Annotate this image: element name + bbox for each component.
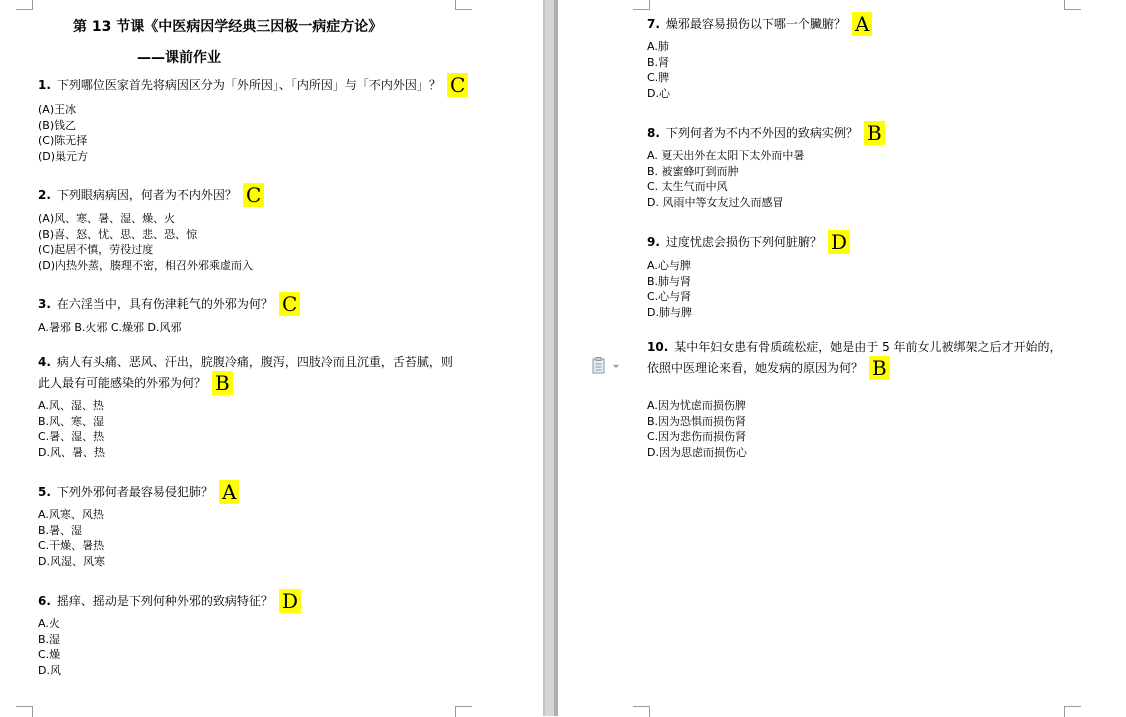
options-10 [647,398,747,460]
question-3 [38,292,300,316]
document-page-left [0,0,543,716]
question-1 [38,73,468,97]
crop-mark [455,706,472,717]
option: C.脾 [647,71,670,84]
question-number: 1. [38,78,51,92]
question-text: 此人最有可能感染的外邪为何？ [38,376,207,390]
question-7 [647,12,872,36]
options-7 [647,39,670,101]
options-4 [38,398,105,460]
option: C.心与肾 [647,290,692,303]
option: (A)王冰 [38,103,77,116]
crop-mark [16,706,33,717]
crop-mark [455,0,472,10]
question-10-continued [647,356,890,380]
option: A.因为忧虑而损伤脾 [647,399,746,412]
option: A.肺 [647,40,669,53]
option: (D)内热外蒸，腠理不密，相召外邪乘虚而入 [38,258,254,272]
option: A.心与脾 [647,259,691,272]
question-2 [38,183,264,207]
option: D.因为思虑而损伤心 [647,445,747,459]
question-number: 2. [38,188,51,202]
answer-highlight: B [864,121,885,145]
answer-highlight: A [852,12,872,36]
option: B. 被蜜蜂叮到而肿 [647,164,739,178]
question-9 [647,230,850,254]
options-2 [38,211,253,273]
option: B.肾 [647,55,670,69]
crop-mark [633,0,650,10]
question-text: 某中年妇女患有骨质疏松症，她是由于 5 年前女儿被绑架之后才开始的， [674,339,1062,354]
answer-highlight: B [869,356,890,380]
option: A. 夏天出外在太阳下太外而中暑 [647,149,805,162]
question-5 [38,480,239,504]
option: D.风湿、风寒 [38,554,105,568]
question-text: 摇痒、摇动是下列何种外邪的致病特征？ [56,594,273,608]
option: A.风寒、风热 [38,508,104,521]
crop-mark [1064,0,1081,10]
options-6 [38,616,61,678]
question-number: 10. [647,339,669,354]
question-text: 过度忧虑会损伤下列何脏腑？ [665,235,822,249]
option: C.暑、湿、热 [38,430,105,443]
answer-highlight: D [279,589,301,613]
answer-highlight: C [279,292,300,316]
option: A.暑邪 B.火邪 C.燥邪 D.风邪 [38,321,182,334]
option: D. 风雨中等女友过久而感冒 [647,195,784,209]
answer-highlight: A [219,480,239,504]
question-text: 下列外邪何者最容易侵犯肺？ [56,485,213,499]
question-number: 8. [647,126,660,140]
question-number: 7. [647,17,660,31]
option: B.湿 [38,632,61,646]
options-9 [647,258,692,320]
answer-highlight: C [447,73,468,97]
options-3 [38,320,182,336]
question-text: 下列眼病病因，何者为不内外因？ [56,188,237,202]
question-10 [647,336,1062,355]
option: B.暑、湿 [38,523,83,537]
option: D.心 [647,86,670,100]
option: C.因为悲伤而损伤肾 [647,430,747,443]
question-4-continued [38,371,233,395]
option: (A)风、寒、暑、湿、燥、火 [38,212,176,225]
option: (C)起居不慎，劳役过度 [38,243,154,256]
crop-mark [16,0,33,10]
option: C. 太生气而中风 [647,180,728,193]
option: D.风 [38,663,61,677]
question-text: 在六淫当中，具有伤津耗气的外邪为何？ [56,297,273,311]
option: C.燥 [38,648,61,661]
question-number: 9. [647,235,660,249]
question-8 [647,121,885,145]
option: B.肺与肾 [647,274,692,288]
question-number: 5. [38,485,51,499]
option: (B)钱乙 [38,118,77,132]
option: C.干燥、暑热 [38,539,105,552]
crop-mark [1064,706,1081,717]
question-text: 病人有头痛、恶风、汗出，脘腹冷痛，腹泻，四肢冷而且沉重，舌苔腻，则 [56,354,453,369]
question-text: 下列哪位医家首先将病因区分为「外所因」、「内所因」与「不内外因」？ [56,78,441,92]
options-8 [647,148,804,210]
document-subtitle: ——课前作业 [137,50,221,66]
question-text: 燥邪最容易损伤以下哪一个臟腑？ [665,17,846,31]
document-page-right [558,0,1126,716]
options-5 [38,507,105,569]
option: D.肺与脾 [647,305,692,319]
option: (C)陈无择 [38,134,88,147]
gutter-edge [543,0,545,716]
option: (D)巢元方 [38,149,89,163]
question-text: 依照中医理论来看，她发病的原因为何？ [647,361,864,375]
crop-mark [633,706,650,717]
options-1 [38,102,88,164]
answer-highlight: D [828,230,850,254]
option: (B)喜、怒、忧、思、悲、恐、惊 [38,227,198,241]
page-gutter [543,0,558,716]
document-title: 第 13 节课《中医病因学经典三因极一病症方论》 [73,19,383,35]
option: B.风、寒、湿 [38,414,105,428]
question-number: 6. [38,594,51,608]
question-number: 3. [38,297,51,311]
question-4 [38,351,453,370]
question-6 [38,589,301,613]
answer-highlight: B [212,371,233,395]
answer-highlight: C [243,183,264,207]
paste-options-icon[interactable] [592,357,620,375]
question-text: 下列何者为不内不外因的致病实例？ [665,126,858,140]
option: D.风、暑、热 [38,445,105,459]
question-number: 4. [38,354,51,369]
option: A.风、湿、热 [38,399,104,412]
option: A.火 [38,617,60,630]
option: B.因为恐惧而损伤肾 [647,414,747,428]
